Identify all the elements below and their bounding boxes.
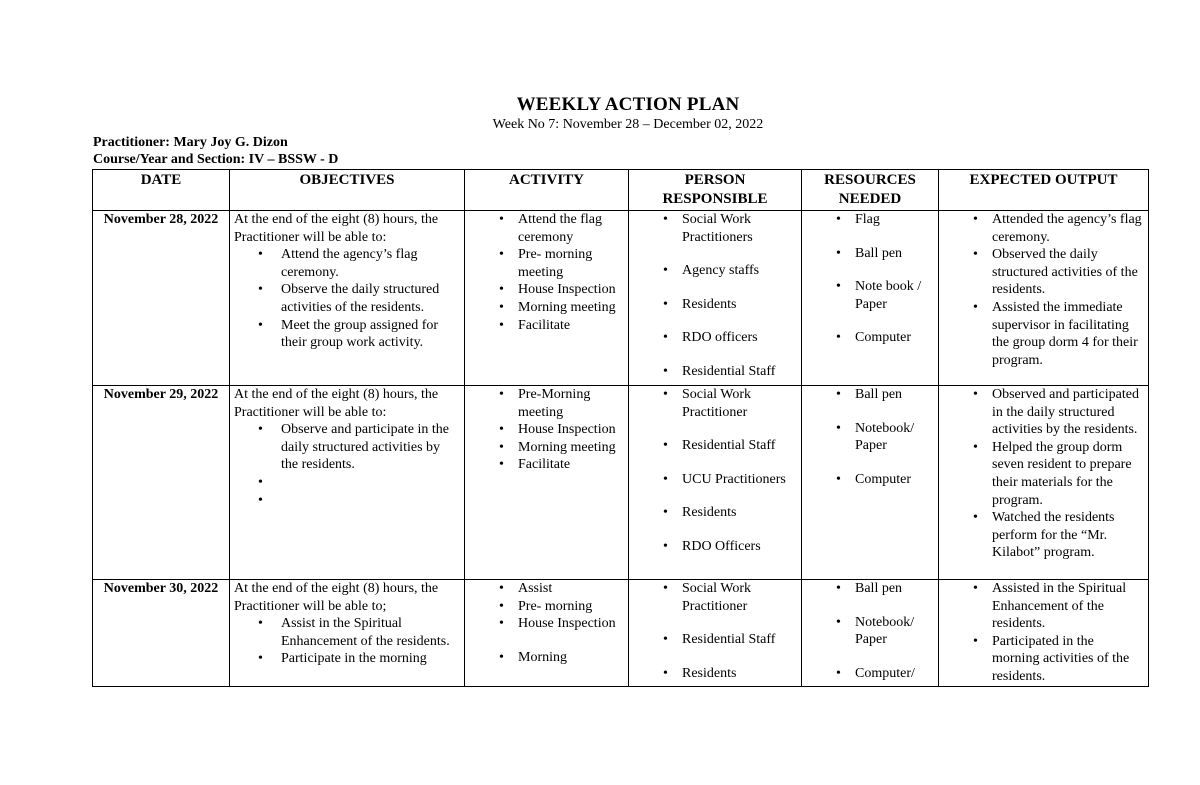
list-item: • Residential Staff: [682, 437, 797, 455]
column-header-resources-needed: RESOURCES NEEDED: [802, 170, 939, 211]
resources-cell: [802, 211, 939, 386]
person-responsible-cell: [629, 580, 802, 687]
list-item: • Assist in the Spiritual Enhancement of the residents.: [281, 615, 460, 650]
list-item: • Assist: [518, 580, 624, 598]
expected-output-cell: [939, 211, 1149, 386]
resources-list: [806, 211, 934, 347]
list-item: • Observed the daily structured activities of the residents.: [992, 246, 1144, 299]
list-item: • Pre- morning meeting: [518, 246, 624, 281]
person-list: [633, 386, 797, 556]
course-line: Course/Year and Section: IV – BSSW - D: [93, 152, 339, 167]
objectives-intro: At the end of the eight (8) hours, the Practitioner will be able to:: [234, 212, 439, 245]
output-list: [943, 386, 1144, 562]
table-row: [93, 386, 1149, 580]
resources-cell: [802, 580, 939, 687]
list-item: • Agency staffs: [682, 262, 797, 280]
list-item: • Pre- morning: [518, 598, 624, 616]
list-item: • Ball pen: [855, 386, 934, 404]
list-item: • Observe and participate in the daily structured activities by the residents.: [281, 421, 460, 474]
list-item: [281, 492, 460, 510]
date-cell: November 30, 2022: [93, 580, 230, 687]
resources-cell: [802, 386, 939, 580]
list-item: • Facilitate: [518, 456, 624, 474]
list-item: • Facilitate: [518, 317, 624, 335]
resources-list: [806, 580, 934, 682]
list-item: • Attend the agency’s flag ceremony.: [281, 246, 460, 281]
objectives-cell: [230, 386, 465, 580]
activity-cell: [465, 580, 629, 687]
list-item: • Computer: [855, 471, 934, 489]
objectives-intro: At the end of the eight (8) hours, the Practitioner will be able to:: [234, 387, 439, 420]
resources-list: [806, 386, 934, 488]
objectives-list: [234, 615, 460, 668]
table-row: [93, 580, 1149, 687]
list-item: • Notebook/ Paper: [855, 614, 934, 649]
list-item: • House Inspection: [518, 421, 624, 439]
list-item: • Flag: [855, 211, 934, 229]
objectives-list: [234, 421, 460, 509]
list-item: • Computer: [855, 329, 934, 347]
list-item: • Attended the agency’s flag ceremony.: [992, 211, 1144, 246]
objectives-cell: [230, 580, 465, 687]
objectives-intro: At the end of the eight (8) hours, the Practitioner will be able to;: [234, 581, 439, 614]
action-plan-table: [92, 169, 1149, 687]
column-header-objectives: OBJECTIVES: [230, 170, 465, 211]
date-cell: November 29, 2022: [93, 386, 230, 580]
list-item: • Morning meeting: [518, 299, 624, 317]
list-item: [281, 474, 460, 492]
list-item: • Ball pen: [855, 245, 934, 263]
column-header-expected-output: EXPECTED OUTPUT: [939, 170, 1149, 211]
list-item: • Social Work Practitioner: [682, 386, 797, 421]
list-item: • Computer/: [855, 665, 934, 683]
column-header-person-responsible: PERSON RESPONSIBLE: [629, 170, 802, 211]
list-item: • Residents: [682, 296, 797, 314]
list-item: • RDO Officers: [682, 538, 797, 556]
person-list: [633, 580, 797, 682]
date-cell: November 28, 2022: [93, 211, 230, 386]
list-item: • Assisted in the Spiritual Enhancement of the residents.: [992, 580, 1144, 633]
list-item: • UCU Practitioners: [682, 471, 797, 489]
objectives-list: [234, 246, 460, 352]
expected-output-cell: [939, 580, 1149, 687]
person-responsible-cell: [629, 211, 802, 386]
list-item: • House Inspection: [518, 615, 624, 633]
list-item: • Residents: [682, 504, 797, 522]
document-subtitle: Week No 7: November 28 – December 02, 2022: [492, 117, 764, 132]
list-item: • Participate in the morning: [281, 650, 460, 668]
column-header-date: DATE: [93, 170, 230, 211]
list-item: • Morning: [518, 649, 624, 667]
list-item: • Participated in the morning activities of the residents.: [992, 633, 1144, 686]
practitioner-line: Practitioner: Mary Joy G. Dizon: [93, 135, 288, 150]
person-responsible-cell: [629, 386, 802, 580]
list-item: • RDO officers: [682, 329, 797, 347]
list-item: • Observed and participated in the daily structured activities by the residents.: [992, 386, 1144, 439]
list-item: • Attend the flag ceremony: [518, 211, 624, 246]
list-item: • Residential Staff: [682, 631, 797, 649]
output-list: [943, 580, 1144, 686]
list-item: • Social Work Practitioners: [682, 211, 797, 246]
list-item: • Residential Staff: [682, 363, 797, 381]
list-item: • House Inspection: [518, 281, 624, 299]
list-item: • Ball pen: [855, 580, 934, 598]
activity-cell: [465, 386, 629, 580]
output-list: [943, 211, 1144, 369]
list-item: • Social Work Practitioner: [682, 580, 797, 615]
person-list: [633, 211, 797, 381]
activity-list: [469, 211, 624, 334]
list-item: • Watched the residents perform for the “Mr. Kilabot” program.: [992, 509, 1144, 562]
table-row: [93, 211, 1149, 386]
list-item: • Notebook/ Paper: [855, 420, 934, 455]
list-item: • Residents: [682, 665, 797, 683]
activity-list: [469, 580, 624, 666]
expected-output-cell: [939, 386, 1149, 580]
list-item: • Meet the group assigned for their group work activity.: [281, 317, 460, 352]
list-item: • Note book / Paper: [855, 278, 934, 313]
document-title: WEEKLY ACTION PLAN: [516, 94, 740, 115]
list-item: • Helped the group dorm seven resident to prepare their materials for the program.: [992, 439, 1144, 509]
list-item: • Observe the daily structured activities of the residents.: [281, 281, 460, 316]
activity-list: [469, 386, 624, 474]
activity-cell: [465, 211, 629, 386]
list-item: • Assisted the immediate supervisor in facilitating the group dorm 4 for their program.: [992, 299, 1144, 369]
table-header-row: [93, 170, 1149, 211]
column-header-activity: ACTIVITY: [465, 170, 629, 211]
objectives-cell: [230, 211, 465, 386]
list-item: • Pre-Morning meeting: [518, 386, 624, 421]
list-item: • Morning meeting: [518, 439, 624, 457]
